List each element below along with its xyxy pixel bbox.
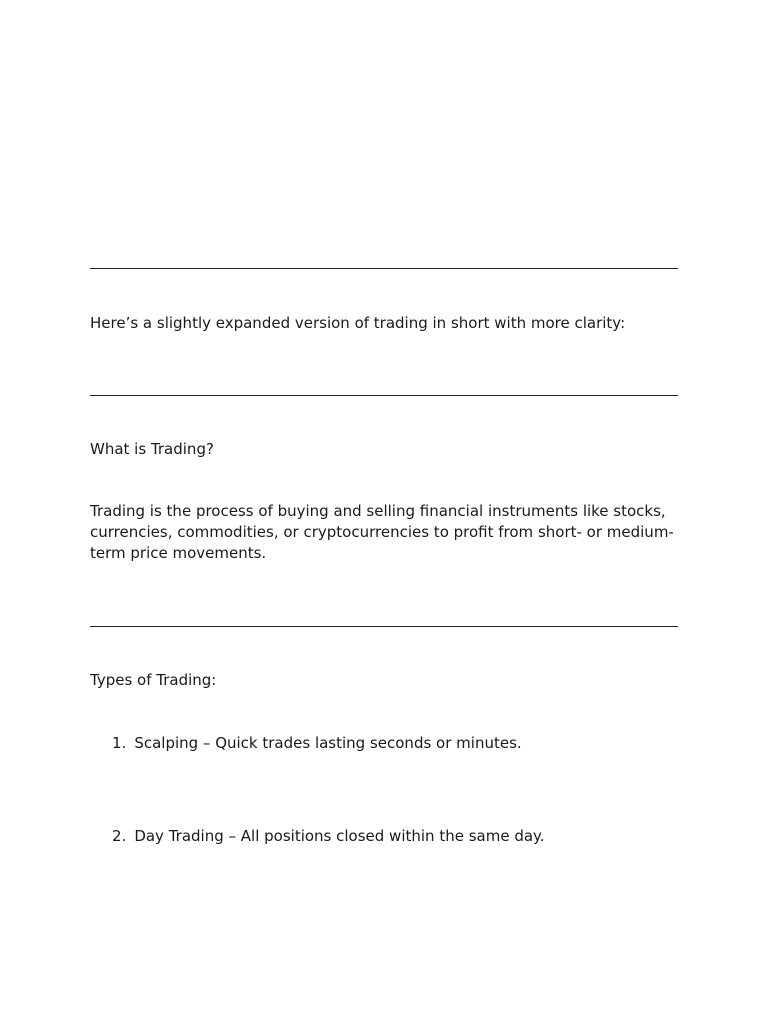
- list-item-text: Scalping – Quick trades lasting seconds or minutes.: [134, 734, 522, 752]
- horizontal-rule: [90, 268, 678, 269]
- definition-paragraph: Trading is the process of buying and selling financial instruments like stocks, currencies, commodities, or cryptocurrencies to profit from short- or medium-term price movements.: [90, 502, 674, 562]
- list-item: [112, 733, 522, 754]
- horizontal-rule: [90, 395, 678, 396]
- list-item-number: 2.: [112, 827, 127, 845]
- heading-what-is-trading: What is Trading?: [90, 440, 214, 458]
- list-item-text: Day Trading – All positions closed within the same day.: [134, 827, 545, 845]
- list-item-number: 1.: [112, 734, 127, 752]
- horizontal-rule: [90, 626, 678, 627]
- intro-text: Here’s a slightly expanded version of trading in short with more clarity:: [90, 314, 626, 332]
- heading-types-of-trading: Types of Trading:: [90, 671, 217, 689]
- list-item: [112, 826, 545, 847]
